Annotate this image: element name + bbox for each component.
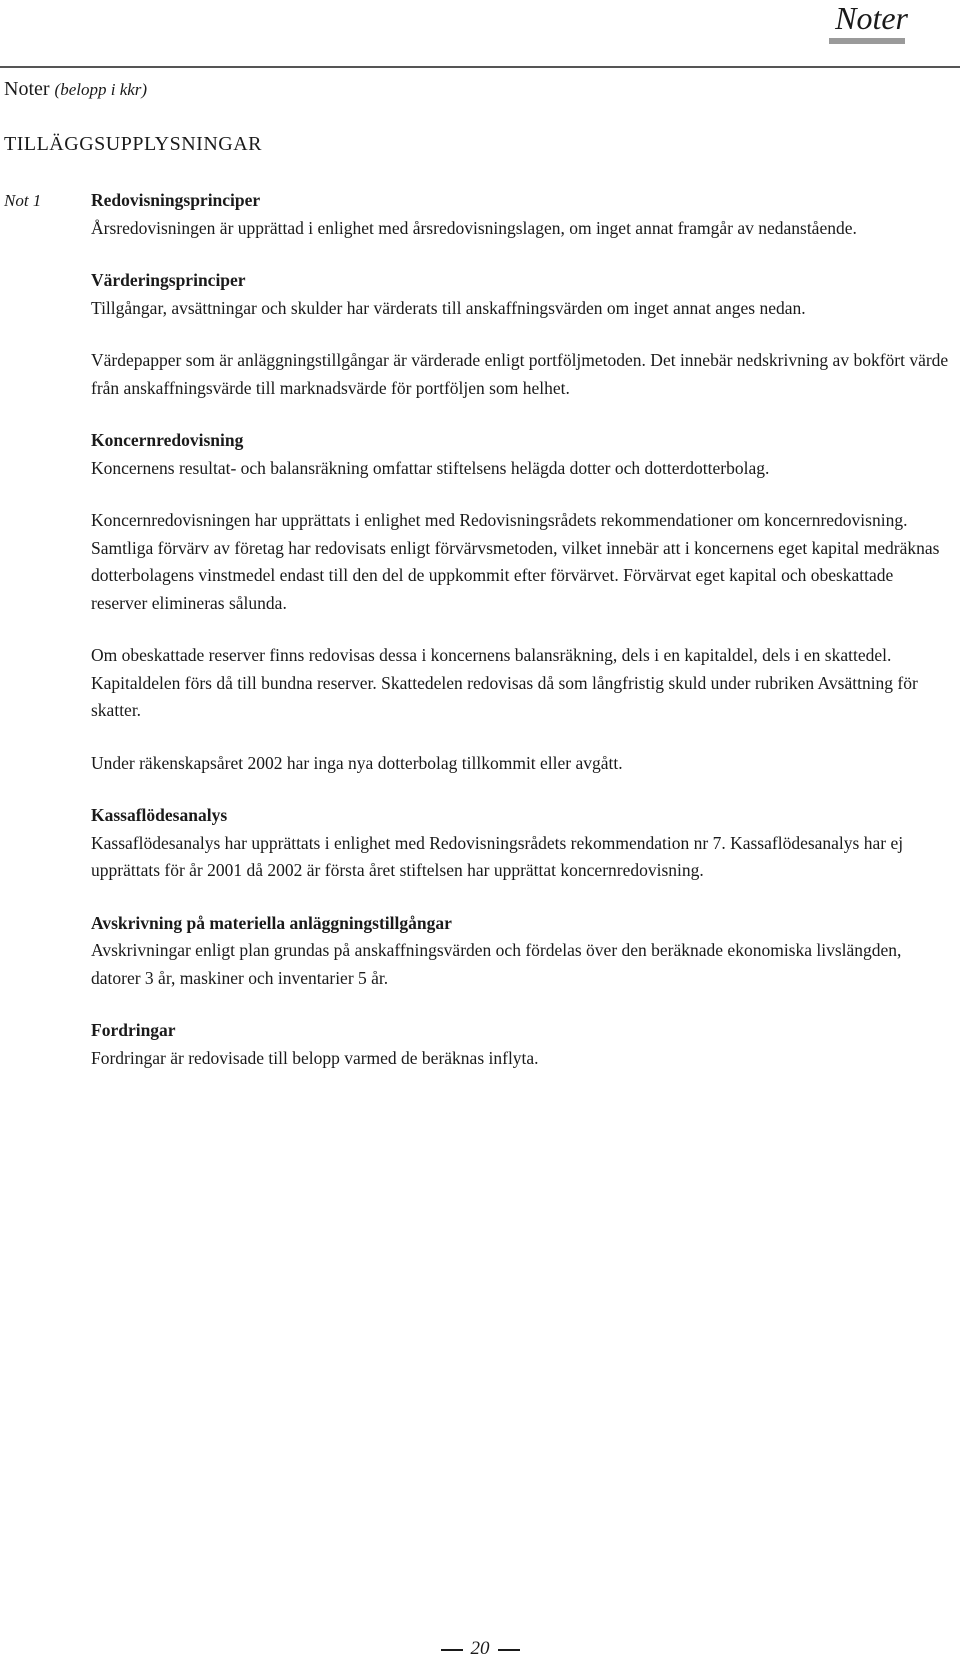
section-redovisningsprinciper	[91, 187, 951, 242]
section-title: Avskrivning på materiella anläggningstillgångar	[91, 912, 452, 933]
section-varderingsprinciper	[91, 267, 951, 402]
section-paragraph: Under räkenskapsåret 2002 har inga nya dotterbolag tillkommit eller avgått.	[91, 752, 623, 773]
section-paragraph: Om obeskattade reserver finns redovisas dessa i koncernens balansräkning, dels i en kapitaldel, dels i en skattedel. Kapitaldelen förs då till bundna reserver. Skattedelen redovisas då som långfristig skuld under rubriken Avsättning för skatter.	[91, 645, 918, 720]
section-paragraph: Koncernredovisningen har upprättats i enlighet med Redovisningsrådets rekommendationer om koncernredovisning. Samtliga förvärv av företag har redovisats enligt förvärvsmetoden, vilket innebär att i koncernens eget kapital medräknas dotterbolagens vinstmedel endast till den del de uppkommit efter förvärvet. Förvärvat eget kapital och obeskattade reserver elimineras sålunda.	[91, 510, 940, 613]
header-divider	[0, 66, 960, 68]
section-title: Kassaflödesanalys	[91, 805, 228, 825]
page-number	[0, 1637, 960, 1661]
section-title: Redovisningsprinciper	[91, 190, 261, 210]
page-header-title: Noter	[835, 0, 908, 36]
section-title: Värderingsprinciper	[91, 270, 246, 290]
page-number-dash-right	[498, 1649, 520, 1651]
section-paragraph: Koncernens resultat- och balansräkning omfattar stiftelsens helägda dotter och dotterdotterbolag.	[91, 457, 770, 478]
notes-heading-sub: (belopp i kkr)	[54, 80, 148, 99]
page-number-value: 20	[470, 1638, 490, 1659]
note-content	[91, 187, 951, 1097]
section-title: Fordringar	[91, 1020, 176, 1040]
supplement-heading: TILLÄGGSUPPLYSNINGAR	[4, 133, 263, 155]
section-fordringar	[91, 1017, 951, 1072]
section-paragraph: Tillgångar, avsättningar och skulder har värderats till anskaffningsvärden om inget annat anges nedan.	[91, 297, 806, 318]
section-avskrivning	[91, 910, 951, 993]
section-paragraph: Fordringar är redovisade till belopp varmed de beräknas inflyta.	[91, 1047, 539, 1068]
section-koncernredovisning	[91, 427, 951, 777]
section-paragraph: Avskrivningar enligt plan grundas på anskaffningsvärden och fördelas över den beräknade ekonomiska livslängden, datorer 3 år, maskiner och inventarier 5 år.	[91, 940, 902, 988]
notes-heading-main: Noter	[4, 78, 50, 100]
section-kassaflodesanalys	[91, 802, 951, 885]
note-number: Not 1	[4, 191, 42, 210]
page-number-dash-left	[441, 1649, 463, 1651]
section-paragraph: Årsredovisningen är upprättad i enlighet med årsredovisningslagen, om inget annat framgår av nedanstående.	[91, 217, 857, 238]
section-title: Koncernredovisning	[91, 430, 244, 450]
section-paragraph: Värdepapper som är anläggningstillgångar är värderade enligt portföljmetoden. Det innebär nedskrivning av bokfört värde från anskaffningsvärde till marknadsvärde för portföljen som helhet.	[91, 350, 949, 398]
header-accent-bar	[829, 38, 905, 44]
notes-heading	[4, 76, 147, 103]
section-paragraph: Kassaflödesanalys har upprättats i enlighet med Redovisningsrådets rekommendation nr 7. Kassaflödesanalys har ej upprättats för år 2001 då 2002 är första året stiftelsen har upprättat koncernredovisning.	[91, 832, 904, 880]
